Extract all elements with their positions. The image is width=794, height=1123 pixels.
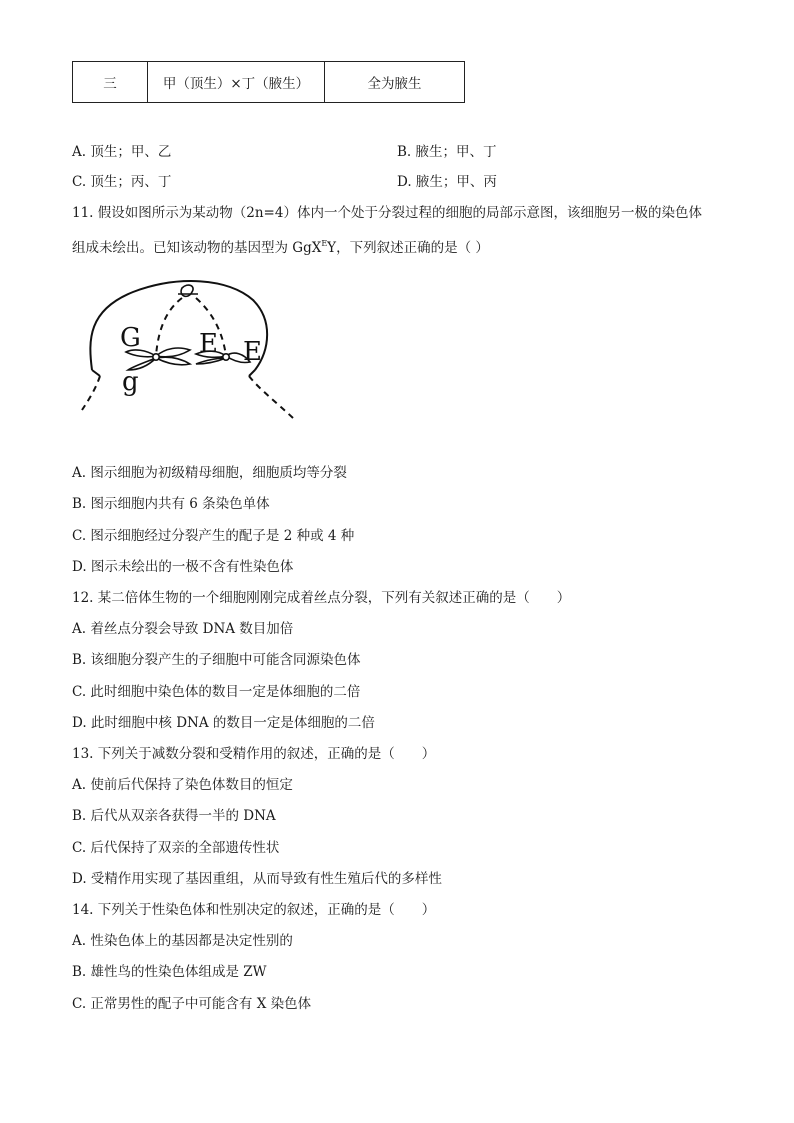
q10-option-a: A. 顶生；甲、乙 xyxy=(72,144,172,160)
q10-option-c: C. 顶生；丙、丁 xyxy=(72,174,172,190)
q10-option-b: B. 腋生；甲、丁 xyxy=(397,144,497,160)
q11-option-d: D. 图示未绘出的一极不含有性染色体 xyxy=(72,559,294,575)
cross-table xyxy=(72,61,465,103)
q14-option-b: B. 雄性鸟的性染色体组成是 ZW xyxy=(72,964,267,980)
q10-option-d: D. 腋生；甲、丙 xyxy=(397,174,497,190)
gene-label-E: E xyxy=(199,329,218,359)
q13-option-b: B. 后代从双亲各获得一半的 DNA xyxy=(72,808,276,824)
q14-option-a: A. 性染色体上的基因都是决定性别的 xyxy=(72,933,293,949)
q13-option-d: D. 受精作用实现了基因重组，从而导致有性生殖后代的多样性 xyxy=(72,871,442,887)
table-row xyxy=(73,62,465,103)
table-cell-group: 三 xyxy=(73,62,148,103)
q13-option-c: C. 后代保持了双亲的全部遗传性状 xyxy=(72,840,280,856)
q11-option-b: B. 图示细胞内共有 6 条染色单体 xyxy=(72,496,270,512)
cell-division-figure xyxy=(78,270,308,430)
q13-option-a: A. 使前后代保持了染色体数目的恒定 xyxy=(72,777,293,793)
centromere xyxy=(223,354,229,360)
q12-stem: 12. 某二倍体生物的一个细胞刚刚完成着丝点分裂，下列有关叙述正确的是（ ） xyxy=(72,590,571,606)
q14-option-c: C. 正常男性的配子中可能含有 X 染色体 xyxy=(72,996,312,1012)
q14-stem: 14. 下列关于性染色体和性别决定的叙述，正确的是（ ） xyxy=(72,902,436,918)
gene-label-g: g xyxy=(122,367,139,397)
q12-option-d: D. 此时细胞中核 DNA 的数目一定是体细胞的二倍 xyxy=(72,715,375,731)
q13-stem: 13. 下列关于减数分裂和受精作用的叙述，正确的是（ ） xyxy=(72,746,436,762)
table-cell-result: 全为腋生 xyxy=(325,62,465,103)
q12-option-b: B. 该细胞分裂产生的子细胞中可能含同源染色体 xyxy=(72,652,361,668)
centromere xyxy=(153,354,159,360)
table-cell-cross: 甲（顶生）×丁（腋生） xyxy=(148,62,325,103)
gene-label-E: E xyxy=(243,337,262,367)
q11-option-c: C. 图示细胞经过分裂产生的配子是 2 种或 4 种 xyxy=(72,528,355,544)
q11-option-a: A. 图示细胞为初级精母细胞，细胞质均等分裂 xyxy=(72,465,347,481)
q12-option-a: A. 着丝点分裂会导致 DNA 数目加倍 xyxy=(72,621,294,637)
q11-stem-line1: 11. 假设如图所示为某动物（2n=4）体内一个处于分裂过程的细胞的局部示意图，该细胞另一极的染色体 xyxy=(72,205,702,221)
q11-stem-line2: 组成未绘出。已知该动物的基因型为 GgX$^E$Y，下列叙述正确的是（ ） xyxy=(72,239,489,256)
q12-option-c: C. 此时细胞中染色体的数目一定是体细胞的二倍 xyxy=(72,684,361,700)
gene-label-G: G xyxy=(120,323,141,353)
